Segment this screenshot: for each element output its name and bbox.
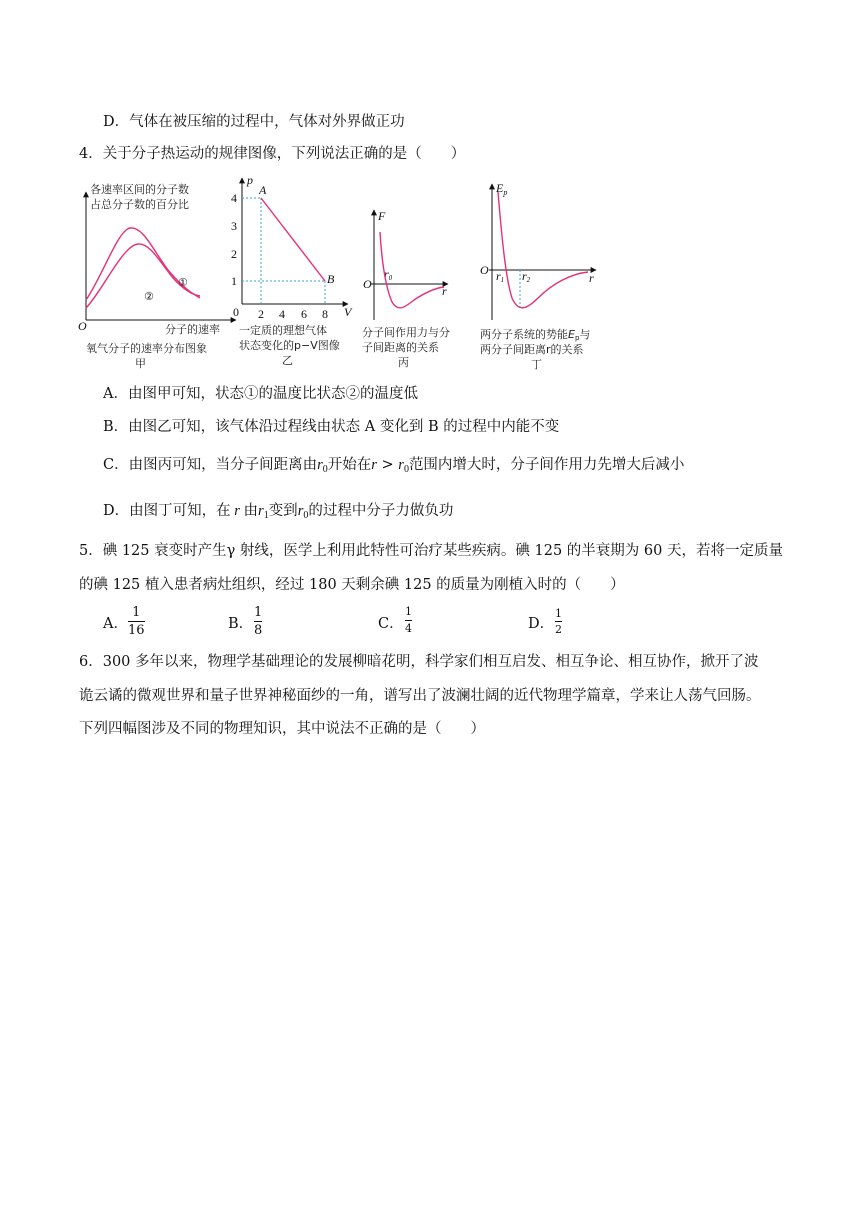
- q5-option-c-label: C．: [378, 616, 404, 632]
- ding-ep-curve: [498, 192, 588, 308]
- q6-line2: 诡云谲的微观世界和量子世界神秘面纱的一角，谱写出了波澜壮阔的近代物理学篇章，学来让人荡气回肠。: [79, 688, 761, 704]
- jia-origin: O: [78, 319, 87, 333]
- bing-caption-1: 分子间作用力与分: [362, 326, 450, 339]
- q5-line1: 5．碘 125 衰变时产生γ 射线，医学上利用此特性可治疗某些疾病。碘 125 的半衰期为 60 天，若将一定质量: [79, 543, 783, 559]
- q5-option-d-den: 2: [555, 623, 562, 636]
- jia-caption-1: 氧气分子的速率分布图象: [86, 342, 207, 355]
- bing-caption-2: 子间距离的关系: [362, 341, 439, 354]
- yi-point-a: A: [259, 183, 267, 197]
- q4-option-d: [103, 501, 453, 526]
- yi-xlabel: V: [344, 305, 352, 319]
- q4-option-b: B．由图乙可知，该气体沿过程线由状态 A 变化到 B 的过程中内能不变: [103, 419, 560, 435]
- q5-option-a-frac: [128, 605, 145, 638]
- figure-ding: [480, 181, 596, 371]
- q5-option-a-num: 1: [132, 605, 141, 620]
- q4-figure: [78, 170, 618, 380]
- q4-option-d-mid2: 变到: [268, 503, 298, 519]
- yi-xtick-label: 6: [301, 307, 307, 321]
- yi-caption-3: 乙: [282, 354, 293, 367]
- yi-ytick-label: 1: [231, 274, 237, 288]
- yi-caption-1: 一定质的理想气体: [239, 324, 327, 337]
- jia-curve1-label: ①: [178, 276, 188, 289]
- q4-stem: 4．关于分子热运动的规律图像，下列说法正确的是（ ）: [79, 146, 466, 162]
- q4-option-c-pre: C．由图丙可知，当分子间距离由: [103, 457, 318, 473]
- yi-xtick-label: 2: [258, 307, 264, 321]
- ding-r1: r1: [496, 269, 505, 284]
- q5-option-d-label: D．: [528, 616, 555, 632]
- q5-option-b-den: 8: [254, 623, 263, 638]
- q5-option-c-num: 1: [405, 605, 412, 618]
- q4-option-c-cond: r: [371, 457, 377, 473]
- figure-jia: [78, 182, 236, 370]
- yi-ytick-label: 4: [231, 191, 237, 205]
- ding-xlabel: r: [589, 271, 594, 285]
- q5-option-a-den: 16: [128, 623, 145, 638]
- q5-option-a-label: A．: [103, 616, 128, 632]
- q5-option-d-frac: [555, 607, 562, 636]
- bing-caption-3: 丙: [398, 356, 409, 369]
- q5-option-b-frac: [254, 605, 262, 638]
- q4-option-c-mid1: 开始在: [327, 457, 372, 473]
- q5-option-c-den: 4: [405, 622, 412, 635]
- yi-process-line: [261, 198, 325, 281]
- yi-origin: 0: [233, 305, 239, 319]
- figure-bing: [362, 209, 450, 369]
- q6-line1: 6．300 多年以来，物理学基础理论的发展柳暗花明，科学家们相互启发、相互争论、相互协作，掀开了波: [79, 654, 759, 670]
- jia-curve2-label: ②: [144, 290, 154, 303]
- bing-r0: r0: [384, 267, 393, 282]
- q4-option-d-pre: D．由图丁可知，在: [103, 503, 231, 519]
- q4-option-d-r0: $r_0$: [297, 503, 309, 521]
- ding-caption-3: 丁: [531, 358, 542, 371]
- jia-curve-1: [86, 228, 200, 300]
- q4-option-d-r: r: [230, 503, 244, 519]
- yi-ytick-label: 2: [231, 247, 237, 261]
- bing-ylabel: F: [378, 209, 386, 223]
- yi-ytick-label: 3: [231, 219, 237, 233]
- ding-caption-2: 两分子间距离r的关系: [480, 343, 584, 356]
- figure-yi: [231, 173, 353, 367]
- yi-xtick-label: 8: [322, 307, 328, 321]
- yi-point-b: B: [327, 272, 335, 286]
- q6-line3: 下列四幅图涉及不同的物理知识，其中说法不正确的是（ ）: [79, 721, 485, 737]
- bing-origin: O: [363, 277, 372, 291]
- jia-ylabel-1: 各速率区间的分子数: [90, 183, 189, 196]
- ding-ylabel: $E_p$: [496, 181, 508, 197]
- q5-option-d-num: 1: [555, 607, 562, 620]
- jia-caption-2: 甲: [135, 357, 146, 370]
- q4-option-c: C．由图丙可知，当分子间距离由$r_0$开始在$r > r_0$范围内增大时，分子间作用力先增大后减小: [103, 457, 685, 475]
- q5-line2: 的碘 125 植入患者病灶组织，经过 180 天剩余碘 125 的质量为刚植入时的（ ）: [79, 577, 625, 593]
- ding-caption-1: 两分子系统的势能Ep与: [480, 328, 591, 342]
- q5-option-b-num: 1: [254, 605, 263, 620]
- yi-xtick-label: 4: [279, 307, 285, 321]
- q5-option-c-frac: [405, 605, 412, 636]
- q5-option-b-label: B．: [228, 616, 254, 632]
- ding-origin: O: [480, 263, 489, 277]
- q4-option-c-cond-r0: $r_0$: [398, 457, 409, 475]
- q4-option-d-r1: $r_1$: [258, 503, 269, 521]
- bing-force-curve: [380, 232, 444, 308]
- q4-option-d-mid1: 由: [243, 503, 259, 519]
- q4-option-d-post: 的过程中分子力做负功: [308, 503, 454, 519]
- jia-ylabel-2: 占总分子数的百分比: [90, 198, 189, 211]
- q3-option-d: D．气体在被压缩的过程中，气体对外界做正功: [103, 114, 405, 130]
- q4-option-c-r0: $r_0$: [317, 457, 328, 475]
- q4-option-a: A．由图甲可知，状态①的温度比状态②的温度低: [103, 386, 418, 402]
- yi-caption-2: 状态变化的p−V图像: [239, 339, 340, 352]
- yi-ylabel: p: [247, 173, 253, 187]
- q4-option-c-post: 范围内增大时，分子间作用力先增大后减小: [408, 457, 685, 473]
- jia-xlabel: 分子的速率: [165, 323, 220, 336]
- ding-r2: r2: [522, 269, 531, 284]
- bing-xlabel: r: [442, 284, 447, 298]
